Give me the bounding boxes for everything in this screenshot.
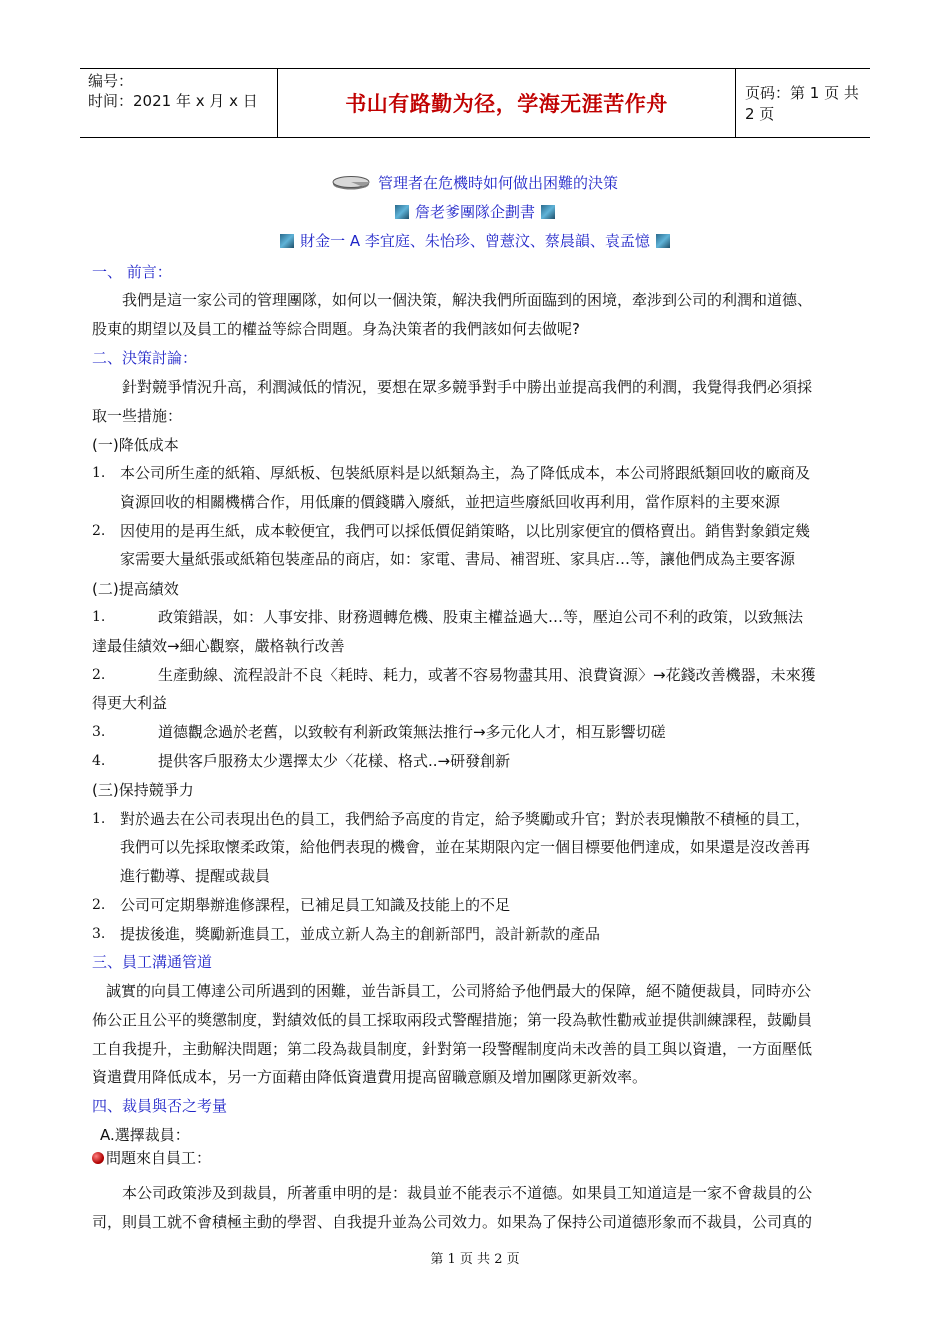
number-label: 编号： — [88, 72, 134, 90]
header-page-label: 页码：第 1 页 共 2 页 — [745, 84, 859, 123]
square-icon — [280, 234, 294, 248]
list-number: 1. — [92, 465, 106, 481]
body-line: 工自我提升，主動解決問題；第二段為裁員制度，針對第一段警醒制度尚未改善的員工與以資遣，一方面壓低 — [92, 1040, 813, 1058]
list-item: 提拔後進，獎勵新進員工，並成立新人為主的創新部門，設計新款的產品 — [120, 925, 601, 943]
list-number: 3. — [92, 926, 106, 942]
body-line: 針對競爭情況升高，利潤減低的情況，要想在眾多競爭對手中勝出並提高我們的利潤，我覺得我們必須採 — [122, 378, 813, 396]
list-item: 家需要大量紙張或紙箱包裝產品的商店，如：家電、書局、補習班、家具店…等，讓他們成為主要客源 — [120, 550, 796, 568]
team-line — [0, 202, 950, 222]
square-icon — [541, 205, 555, 219]
list-item: 得更大利益 — [92, 694, 168, 712]
team-members: 財金一 A 李宜庭、朱怡珍、曾薏汶、蔡晨韻、袁孟憶 — [300, 232, 650, 250]
subsection-heading: A.選擇裁員： — [100, 1126, 190, 1144]
body-line: 股東的期望以及員工的權益等綜合問題。身為決策者的我們該如何去做呢? — [92, 320, 580, 338]
list-item: 進行勸導、提醒或裁員 — [120, 867, 271, 885]
list-number: 2. — [92, 897, 106, 913]
disc-icon — [332, 176, 370, 190]
subsection-heading: (二)提高績效 — [92, 580, 179, 598]
body-line: 取一些措施： — [92, 407, 183, 425]
body-line: 司，則員工就不會積極主動的學習、自我提升並為公司效力。如果為了保持公司道德形象而不裁員，公司真的 — [92, 1213, 813, 1231]
red-bullet-icon — [92, 1152, 104, 1164]
list-number: 2. — [92, 523, 106, 539]
bullet-line — [92, 1148, 211, 1168]
time-label: 时间：2021 年 x 月 x 日 — [88, 92, 258, 110]
page-footer: 第 1 页 共 2 页 — [430, 1252, 520, 1267]
doc-title: 管理者在危機時如何做出困難的決策 — [377, 174, 618, 192]
list-item: 對於過去在公司表現出色的員工，我們給予高度的肯定，給予獎勵或升官；對於表現懶散不積極的員工， — [120, 810, 811, 828]
list-item: 政策錯誤，如：人事安排、財務週轉危機、股東主權益過大…等，壓迫公司不利的政策，以致無法 — [158, 608, 804, 626]
list-item: 因使用的是再生紙，成本較便宜，我們可以採低價促銷策略，以比別家便宜的價格賣出。銷售對象鎖定幾 — [120, 522, 811, 540]
list-item: 生產動線、流程設計不良〈耗時、耗力，或著不容易物盡其用、浪費資源〉→花錢改善機器，未來獲 — [158, 666, 816, 684]
section-heading: 四、裁員與否之考量 — [92, 1097, 228, 1115]
list-number: 4. — [92, 753, 106, 769]
list-item: 達最佳績效→細心觀察，嚴格執行改善 — [92, 637, 345, 655]
list-number: 3. — [92, 724, 106, 740]
list-number: 1. — [92, 811, 106, 827]
subsection-heading: (一)降低成本 — [92, 436, 179, 454]
title-line — [0, 173, 950, 193]
header-info-cell — [80, 69, 278, 137]
subsection-heading: (三)保持競爭力 — [92, 781, 194, 799]
header-motto: 书山有路勤为径，学海无涯苦作舟 — [278, 69, 736, 137]
square-icon — [656, 234, 670, 248]
list-item: 公司可定期舉辦進修課程，已補足員工知識及技能上的不足 — [120, 896, 511, 914]
section-heading: 一、 前言： — [92, 263, 172, 281]
list-item: 提供客戶服務太少選擇太少〈花樣、格式..→研發創新 — [158, 752, 511, 770]
list-number: 1. — [92, 609, 106, 625]
list-item: 道德觀念過於老舊，以致較有利新政策無法推行→多元化人才，相互影響切磋 — [158, 723, 666, 741]
list-number: 2. — [92, 667, 106, 683]
list-item: 本公司所生產的紙箱、厚紙板、包裝紙原料是以紙類為主，為了降低成本，本公司將跟紙類回收的廠商及 — [120, 464, 811, 482]
body-line: 佈公正且公平的獎懲制度，對績效低的員工採取兩段式警醒措施；第一段為軟性勸戒並提供訓練課程，鼓勵員 — [92, 1011, 813, 1029]
body-line: 資遣費用降低成本，另一方面藉由降低資遣費用提高留職意願及增加團隊更新效率。 — [92, 1068, 648, 1086]
bullet-text: 問題來自員工： — [106, 1149, 212, 1167]
body-line: 本公司政策涉及到裁員，所著重申明的是：裁員並不能表示不道德。如果員工知道這是一家不會裁員的公 — [122, 1184, 813, 1202]
list-item: 我們可以先採取懷柔政策，給他們表現的機會，並在某期限內定一個目標要他們達成，如果還是沒改善再 — [120, 838, 811, 856]
team-name: 詹老爹團隊企劃書 — [414, 203, 535, 221]
document-header — [80, 68, 870, 138]
members-line — [0, 231, 950, 251]
list-item: 資源回收的相關機構合作，用低廉的價錢購入廢紙，並把這些廢紙回收再利用，當作原料的主要來源 — [120, 493, 781, 511]
body-line: 我們是這一家公司的管理團隊，如何以一個決策，解決我們所面臨到的困境，牽涉到公司的利潤和道德、 — [122, 291, 813, 309]
square-icon — [395, 205, 409, 219]
body-line: 誠實的向員工傳達公司所遇到的困難，並告訴員工，公司將給予他們最大的保障，絕不隨便裁員，同時亦公 — [106, 982, 812, 1000]
section-heading: 三、員工溝通管道 — [92, 953, 213, 971]
section-heading: 二、決策討論： — [92, 349, 198, 367]
